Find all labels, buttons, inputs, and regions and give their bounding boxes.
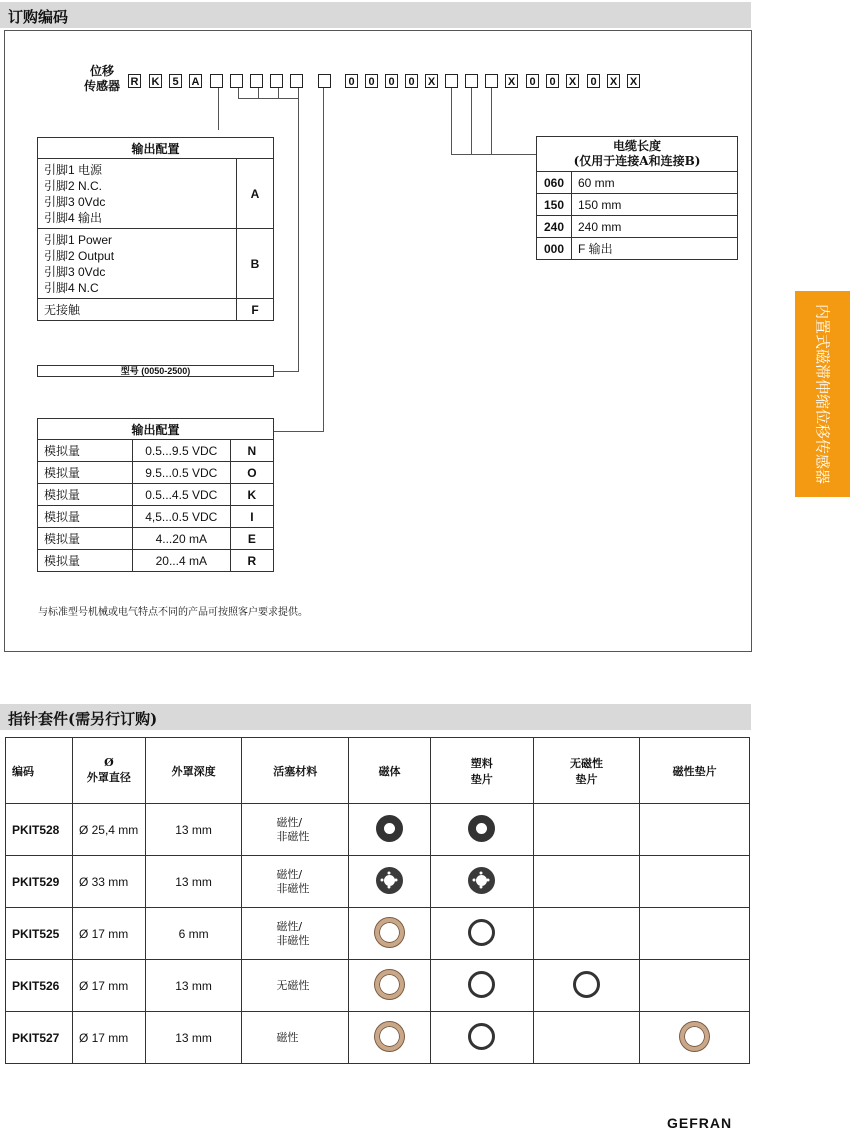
- code-cell: [230, 74, 243, 88]
- output-type: 模拟量: [38, 528, 133, 550]
- section-header-ordering-code: [0, 2, 751, 28]
- code-cell: [318, 74, 331, 88]
- code-cell: 0: [385, 74, 398, 88]
- code-cell: A: [189, 74, 202, 88]
- section-header-cursor-kits: [0, 704, 751, 730]
- output-config-table-1: [37, 137, 274, 321]
- cable-code: 240: [537, 216, 572, 238]
- output-option-row: [38, 462, 274, 484]
- output-config-table-2: [37, 418, 274, 572]
- kit-depth: 13 mm: [145, 1012, 242, 1064]
- cable-header-line1: 电缆长度: [612, 139, 661, 153]
- option-code: K: [230, 484, 273, 506]
- kit-column-header: 无磁性 垫片: [533, 738, 640, 804]
- output-type: 模拟量: [38, 484, 133, 506]
- code-cell: [465, 74, 478, 88]
- output-option-row: [38, 528, 274, 550]
- tan-ring-icon: [375, 970, 404, 999]
- cable-value: 60 mm: [572, 172, 738, 194]
- kit-material: 磁性/ 非磁性: [242, 804, 349, 856]
- output-range: 20...4 mA: [132, 550, 230, 572]
- output-type: 模拟量: [38, 440, 133, 462]
- cable-code: 150: [537, 194, 572, 216]
- output-range: 0.5...4.5 VDC: [132, 484, 230, 506]
- kit-diameter: Ø 17 mm: [72, 960, 145, 1012]
- mounting-hole-icon: [487, 878, 490, 881]
- cursor-kit-table: [5, 737, 750, 1064]
- kit-code: PKIT528: [6, 804, 73, 856]
- mounting-hole-icon: [395, 878, 398, 881]
- output-type: 模拟量: [38, 462, 133, 484]
- kit-code: PKIT529: [6, 856, 73, 908]
- kit-plastic-cell: [430, 908, 533, 960]
- kit-depth: 13 mm: [145, 804, 242, 856]
- connector-line: [451, 88, 452, 154]
- kit-material: 磁性: [242, 1012, 349, 1064]
- cable-code: 000: [537, 238, 572, 260]
- cable-code: 060: [537, 172, 572, 194]
- kit-row: [6, 960, 750, 1012]
- side-category-tab: [795, 291, 850, 497]
- output-type: 模拟量: [38, 550, 133, 572]
- code-cell: X: [425, 74, 438, 88]
- pin-list-b: [38, 229, 237, 299]
- kit-row: [6, 908, 750, 960]
- tan-ring-icon: [680, 1022, 709, 1051]
- connector-line: [238, 98, 298, 99]
- kit-magnet-cell: [349, 1012, 431, 1064]
- code-cell: 0: [587, 74, 600, 88]
- pin-list-a: [38, 159, 237, 229]
- code-cell: 0: [345, 74, 358, 88]
- thick-ring-magnet-icon: [376, 815, 403, 842]
- ring-magnet-with-holes-icon: [376, 867, 403, 894]
- kit-nonmag-cell: [533, 960, 640, 1012]
- kit-plastic-cell: [430, 804, 533, 856]
- output-range: 9.5...0.5 VDC: [132, 462, 230, 484]
- pin-line: 引脚2 N.C.: [44, 178, 103, 193]
- custom-note: 与标准型号机械或电气特点不同的产品可按照客户要求提供。: [38, 607, 308, 618]
- code-cell: R: [128, 74, 141, 88]
- code-cell: X: [566, 74, 579, 88]
- kit-magnet-cell: [349, 908, 431, 960]
- connector-line: [323, 88, 324, 431]
- kit-mag-cell: [640, 856, 750, 908]
- kit-nonmag-cell: [533, 856, 640, 908]
- cable-length-table: [536, 136, 738, 260]
- connector-line: [298, 88, 299, 371]
- output-option-row: [38, 484, 274, 506]
- kit-depth: 6 mm: [145, 908, 242, 960]
- kit-depth: 13 mm: [145, 960, 242, 1012]
- kit-code: PKIT525: [6, 908, 73, 960]
- code-cell: [485, 74, 498, 88]
- option-code-b: B: [237, 229, 274, 299]
- code-cell: X: [607, 74, 620, 88]
- output-option-row: [38, 506, 274, 528]
- option-code: O: [230, 462, 273, 484]
- kit-plastic-cell: [430, 960, 533, 1012]
- kit-nonmag-cell: [533, 1012, 640, 1064]
- kit-column-header: 编码: [6, 738, 73, 804]
- kit-nonmag-cell: [533, 908, 640, 960]
- output-range: 0.5...9.5 VDC: [132, 440, 230, 462]
- gefran-logo: GEFRAN: [667, 1115, 733, 1131]
- kit-mag-cell: [640, 1012, 750, 1064]
- connector-line: [274, 371, 299, 372]
- tan-ring-icon: [375, 1022, 404, 1051]
- cable-value: F 输出: [572, 238, 738, 260]
- dark-ring-icon: [468, 971, 495, 998]
- pin-line: 引脚1 电源: [44, 162, 103, 177]
- code-cell: [270, 74, 283, 88]
- pin-line: 引脚4 N.C: [44, 280, 99, 295]
- mounting-hole-icon: [388, 885, 391, 888]
- kit-row: [6, 804, 750, 856]
- model-range-box: 型号 (0050-2500): [37, 365, 274, 377]
- kit-column-header: Ø 外罩直径: [72, 738, 145, 804]
- dark-ring-icon: [468, 919, 495, 946]
- kit-diameter: Ø 33 mm: [72, 856, 145, 908]
- pin-list-f: 无接触: [38, 299, 237, 321]
- kit-material: 磁性/ 非磁性: [242, 908, 349, 960]
- kit-magnet-cell: [349, 804, 431, 856]
- kit-column-header: 活塞材料: [242, 738, 349, 804]
- kit-row: [6, 856, 750, 908]
- kit-column-header: 磁性垫片: [640, 738, 750, 804]
- output-config-header: 输出配置: [38, 419, 274, 440]
- code-cell: 0: [526, 74, 539, 88]
- mounting-hole-icon: [480, 885, 483, 888]
- code-label: [82, 64, 122, 94]
- pin-line: 引脚3 0Vdc: [44, 194, 106, 209]
- connector-line: [278, 88, 279, 98]
- cable-value: 240 mm: [572, 216, 738, 238]
- kit-code: PKIT526: [6, 960, 73, 1012]
- code-cell: K: [149, 74, 162, 88]
- output-type: 模拟量: [38, 506, 133, 528]
- connector-line: [258, 88, 259, 98]
- cable-value: 150 mm: [572, 194, 738, 216]
- kit-magnet-cell: [349, 960, 431, 1012]
- output-option-row: [38, 440, 274, 462]
- kit-diameter: Ø 17 mm: [72, 1012, 145, 1064]
- connector-line: [274, 431, 324, 432]
- kit-mag-cell: [640, 804, 750, 856]
- thick-ring-magnet-icon: [468, 815, 495, 842]
- output-range: 4...20 mA: [132, 528, 230, 550]
- pin-line: 引脚2 Output: [44, 248, 115, 263]
- mounting-hole-icon: [388, 871, 391, 874]
- connector-line: [451, 154, 536, 155]
- section-title: 指针套件(需另行订购): [8, 710, 158, 728]
- code-cell: 5: [169, 74, 182, 88]
- code-cell: [445, 74, 458, 88]
- code-cell: [290, 74, 303, 88]
- kit-diameter: Ø 25,4 mm: [72, 804, 145, 856]
- connector-line: [471, 88, 472, 154]
- code-cell: X: [505, 74, 518, 88]
- option-code: R: [230, 550, 273, 572]
- dark-ring-icon: [468, 1023, 495, 1050]
- code-cell: [210, 74, 223, 88]
- kit-nonmag-cell: [533, 804, 640, 856]
- kit-diameter: Ø 17 mm: [72, 908, 145, 960]
- output-config-header: 输出配置: [38, 138, 274, 159]
- connector-line: [218, 88, 219, 130]
- kit-mag-cell: [640, 908, 750, 960]
- kit-code: PKIT527: [6, 1012, 73, 1064]
- pin-line: 引脚4 输出: [44, 210, 103, 225]
- kit-mag-cell: [640, 960, 750, 1012]
- mounting-hole-icon: [480, 871, 483, 874]
- kit-plastic-cell: [430, 856, 533, 908]
- mounting-hole-icon: [473, 878, 476, 881]
- option-code-a: A: [237, 159, 274, 229]
- connector-line: [238, 88, 239, 98]
- code-cell: 0: [405, 74, 418, 88]
- code-cell: 0: [365, 74, 378, 88]
- kit-column-header: 塑料 垫片: [430, 738, 533, 804]
- output-range: 4,5...0.5 VDC: [132, 506, 230, 528]
- output-option-row: [38, 550, 274, 572]
- tan-ring-icon: [375, 918, 404, 947]
- code-label-line2: 传感器: [83, 79, 120, 93]
- cable-header-line2: (仅用于连接A和连接B): [573, 154, 701, 168]
- kit-depth: 13 mm: [145, 856, 242, 908]
- pin-line: 引脚3 0Vdc: [44, 264, 106, 279]
- code-cell: X: [627, 74, 640, 88]
- dark-ring-icon: [573, 971, 600, 998]
- option-code-f: F: [237, 299, 274, 321]
- connector-line: [491, 88, 492, 154]
- section-title: 订购编码: [8, 8, 69, 26]
- option-code: E: [230, 528, 273, 550]
- ring-magnet-with-holes-icon: [468, 867, 495, 894]
- code-label-line1: 位移: [89, 64, 114, 78]
- kit-material: 无磁性: [242, 960, 349, 1012]
- kit-row: [6, 1012, 750, 1064]
- mounting-hole-icon: [381, 878, 384, 881]
- kit-magnet-cell: [349, 856, 431, 908]
- kit-column-header: 磁体: [349, 738, 431, 804]
- option-code: I: [230, 506, 273, 528]
- option-code: N: [230, 440, 273, 462]
- kit-plastic-cell: [430, 1012, 533, 1064]
- side-tab-label: 内置式磁滞伸缩位移传感器: [813, 303, 831, 485]
- code-cell: [250, 74, 263, 88]
- kit-column-header: 外罩深度: [145, 738, 242, 804]
- cable-header: [537, 137, 738, 172]
- kit-material: 磁性/ 非磁性: [242, 856, 349, 908]
- code-cell: 0: [546, 74, 559, 88]
- pin-line: 引脚1 Power: [44, 232, 113, 247]
